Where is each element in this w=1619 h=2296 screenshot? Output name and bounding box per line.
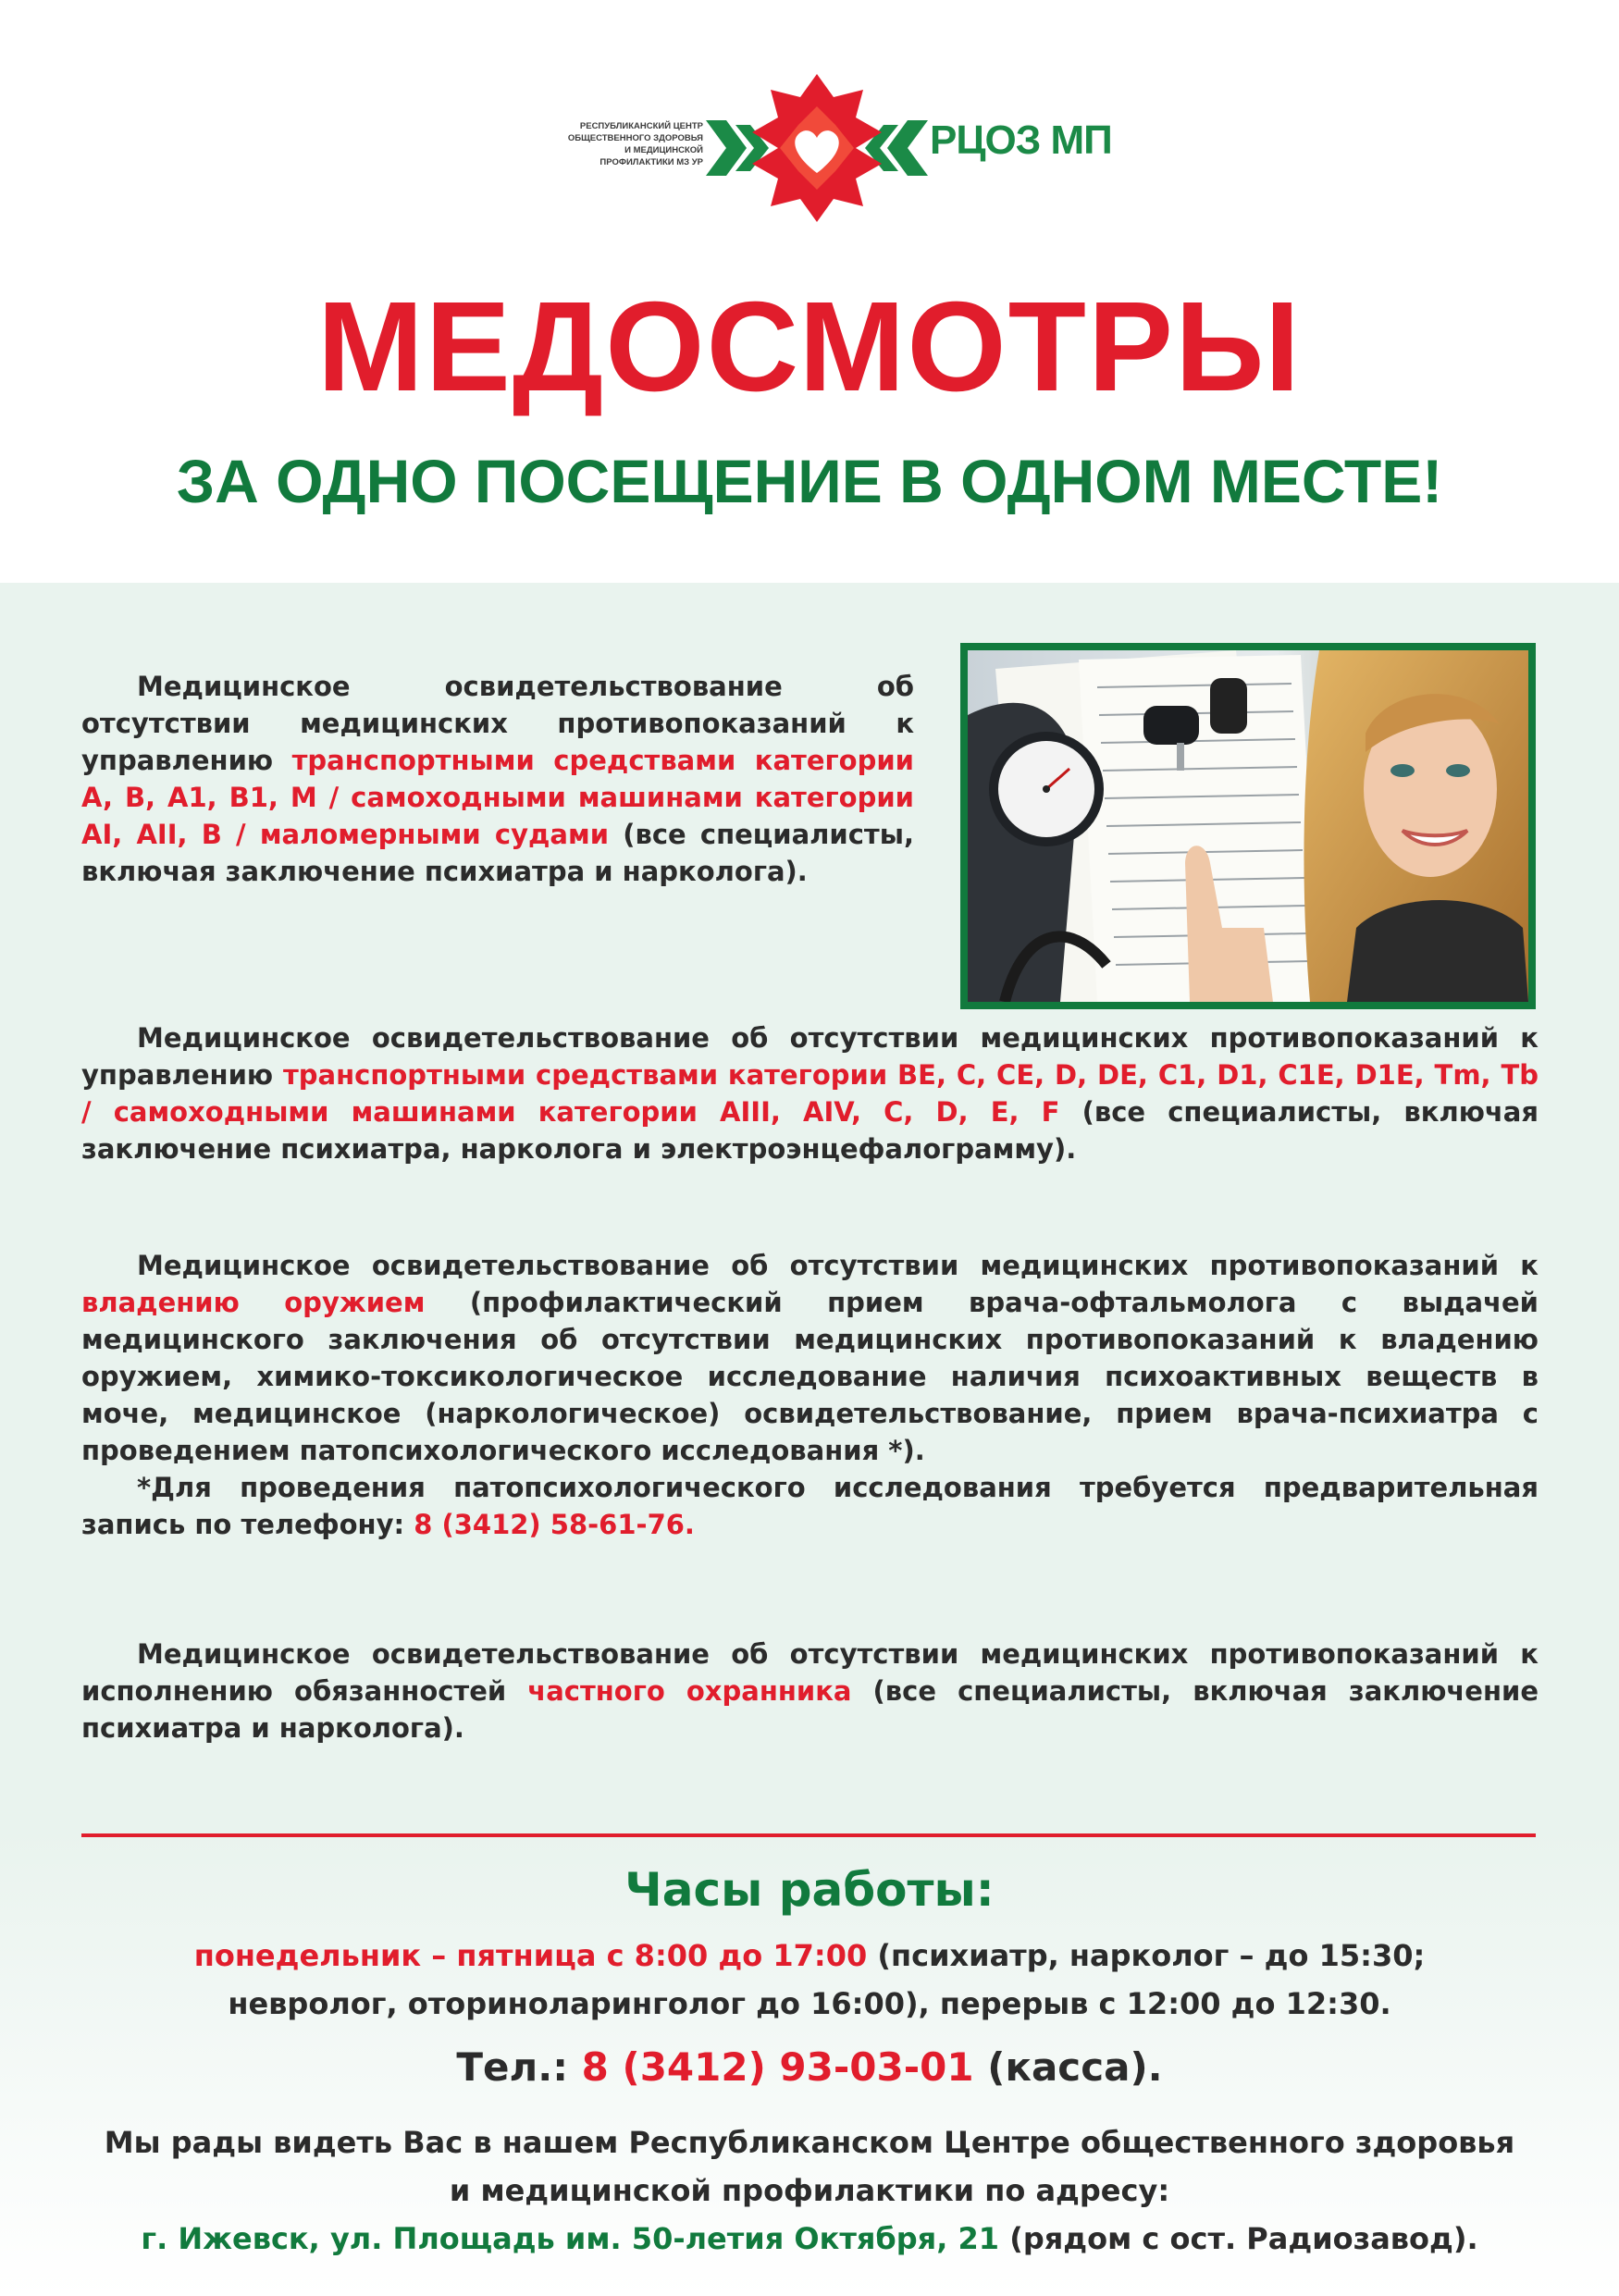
logo-abbr: РЦОЗ МП [930, 117, 1112, 163]
footnote-text: *Для проведения патопсихологического исследования требуется предварительная запись по телефону: [81, 1472, 1539, 1540]
address-near: (рядом с ост. Радиозавод). [999, 2221, 1478, 2256]
paragraph-driving-b [81, 1019, 1539, 1167]
hours-line2: невролог, оториноларинголог до 16:00), перерыв с 12:00 до 12:30. [228, 1986, 1391, 2021]
paragraph-text: Медицинское освидетельствование об отсутствии медицинских противопоказаний к [137, 1250, 1539, 1281]
highlight-text: транспортными средствами категории BE, C, CE, D, DE, C1, D1, C1E, D1E, Tm, Tb / самоходными машинами категории AIII, AIV, C, D, E, F [81, 1059, 1539, 1128]
section-divider [81, 1833, 1536, 1837]
paragraph-text: (все специалисты, включая заключение психиатра и нарколога). [81, 1675, 1539, 1744]
footnote-phone: 8 (3412) 58-61-76. [414, 1509, 695, 1540]
logo [541, 69, 1112, 227]
address-line: и медицинской профилактики по адресу: [449, 2173, 1170, 2208]
paragraph-text: Медицинское освидетельствование об отсутствии медицинских противопоказаний к исполнению обязанностей [81, 1638, 1539, 1707]
hours-days: понедельник – пятница с 8:00 до 17:00 [193, 1938, 868, 1973]
paragraph-weapons [81, 1247, 1539, 1543]
logo-caption-line: И МЕДИЦИНСКОЙ [624, 145, 703, 155]
paragraph-security-guard [81, 1636, 1539, 1747]
hours-text [56, 1932, 1563, 2028]
paragraph-text: (все специалисты, включая заключение психиатра, нарколога и электроэнцефалограмму). [81, 1096, 1539, 1165]
page-header [0, 0, 1619, 583]
hours-title: Часы работы: [624, 1863, 995, 1917]
highlight-text: владению оружием [81, 1287, 426, 1318]
address-street: г. Ижевск, ул. Площадь им. 50-летия Октября, 21 [141, 2221, 1000, 2256]
paragraph-text: (все специалисты, включая заключение психиатра и нарколога). [81, 819, 914, 887]
phone-line [0, 2040, 1619, 2095]
highlight-text: транспортными средствами категории A, B, A1, B1, M / самоходными машинами категории AI, AII, B / маломерными судами [81, 745, 914, 850]
paragraph-text: Медицинское освидетельствование об отсутствии медицинских противопоказаний к управлению [81, 671, 914, 776]
paragraph-text: Медицинское освидетельствование об отсутствии медицинских противопоказаний к управлению [81, 1022, 1539, 1091]
phone-note: (касса). [973, 2044, 1163, 2090]
footnote [81, 1469, 1539, 1543]
ornament-heart-icon [706, 69, 928, 227]
address-block [37, 2118, 1582, 2263]
logo-caption-line: РЕСПУБЛИКАНСКИЙ ЦЕНТР [579, 121, 703, 131]
content-panel [0, 583, 1619, 2296]
address-line: Мы рады видеть Вас в нашем Республиканском Центре общественного здоровья [104, 2125, 1515, 2160]
page-title: МЕДОСМОТРЫ [316, 276, 1303, 418]
highlight-text: частного охранника [527, 1675, 852, 1707]
driver-medical-check-photo [968, 650, 1528, 1002]
logo-caption-line: ПРОФИЛАКТИКИ МЗ УР [599, 157, 703, 167]
logo-caption [541, 120, 703, 168]
phone-label: Тел.: [456, 2044, 582, 2090]
paragraph-text: (профилактический прием врача-офтальмолога с выдачей медицинского заключения об отсутствии медицинских противопоказаний к владению оружием, химико-токсикологическое исследование наличия психоактивных веществ в моче, медицинское (наркологическое) освидетельствование, прием врача-психиатра с проведением патопсихологического исследования *). [81, 1287, 1539, 1466]
photo-frame [960, 643, 1536, 1009]
logo-caption-line: ОБЩЕСТВЕННОГО ЗДОРОВЬЯ [567, 133, 703, 143]
phone-number: 8 (3412) 93-03-01 [581, 2044, 974, 2090]
hours-rest: (психиатр, нарколог – до 15:30; [867, 1938, 1426, 1973]
paragraph-driving-a [81, 668, 914, 890]
page-subtitle: ЗА ОДНО ПОСЕЩЕНИЕ В ОДНОМ МЕСТЕ! [176, 447, 1443, 515]
